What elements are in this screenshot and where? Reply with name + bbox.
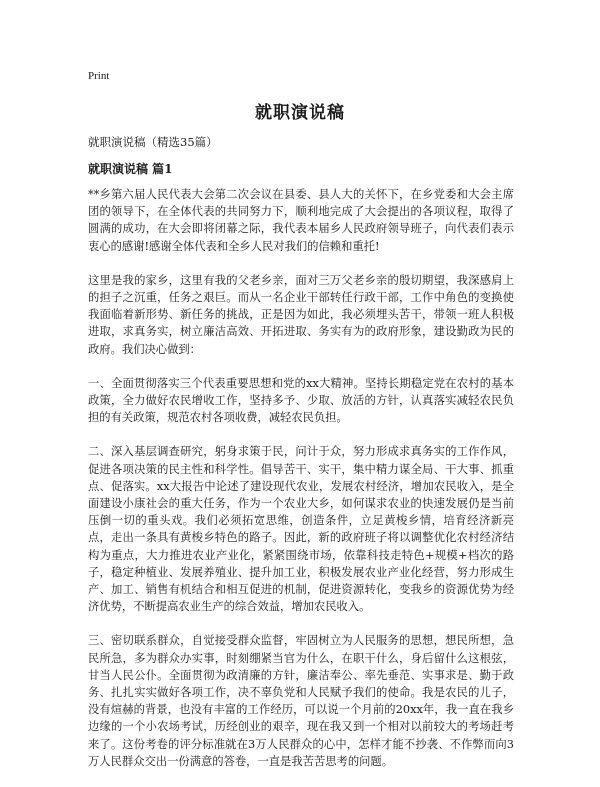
document-body [88,186,514,787]
paragraph-4: 二、深入基层调查研究，躬身求策于民，问计于众，努力形成求真务实的工作作风，促进各项决策的民主性和科学性。倡导苦干、实干，集中精力谋全局、干大事、抓重点、促落实。xx大报告中论述了建设现代农业，发展农村经济，增加农民收入，是全面建设小康社会的重大任务，作为一个农业大乡，如何谋求农业的快速发展仍是当前压倒一切的重头戏。我们必须拓宽思维，创造条件，立足黄梭乡情，培育经济新亮点，走出一条具有黄梭乡特色的路子。因此，新的政府班子将以调整优化农村经济结构为重点，大力推进农业产业化，紧紧围绕市场，依靠科技走特色+规模+档次的路子，稳定种植业、发展养殖业、提升加工业，积极发展农业产业化经营，努力形成生产、加工、销售有机结合和相互促进的机制，促进资源转化，变我乡的资源优势为经济优势，不断提高农业生产的综合效益，增加农民收入。 [88,445,514,614]
print-label[interactable]: Print [88,70,110,82]
document-subtitle: 就职演说稿（精选35篇） [88,135,218,149]
document-title: 就职演说稿 [255,103,345,123]
paragraph-1: **乡第六届人民代表大会第二次会议在县委、县人大的关怀下，在乡党委和大会主席团的领导下，在全体代表的共同努力下，顺利地完成了大会提出的各项议程，取得了圆满的成功，在大会即将闭幕之际，我代表本届乡人民政府领导班子，向代表们表示衷心的感谢!感谢全体代表和全乡人民对我们的信赖和重托! [88,188,514,253]
paragraph-2: 这里是我的家乡，这里有我的父老乡亲，面对三万父老乡亲的殷切期望，我深感肩上的担子之沉重，任务之艰巨。而从一名企业干部转任行政干部，工作中角色的变换使我面临着新形势、新任务的挑战，正是因为如此，我必须埋头苦干，带领一班人积极进取，求真务实，树立廉洁高效、开拓进取、务实有为的政府形象，建设勤政为民的政府。我们决心做到： [88,273,514,356]
paragraph-5: 三、密切联系群众，自觉接受群众监督，牢固树立为人民服务的思想，想民所想，急民所急，多为群众办实事，时刻绷紧当官为什么，在职干什么，身后留什么这根弦，甘当人民公仆。全面贯彻为政清廉的方针，廉洁奉公、率先垂范、实事求是、勤于政务、扎扎实实做好各项工作，决不辜负党和人民赋予我们的使命。我是农民的儿子，没有煊赫的背景，也没有丰富的工作经历，可以说一个月前的20xx年，我一直在我乡边缘的一个小农场考试，历经创业的艰辛，现在我又到一个相对以前较大的考场赶考来了。这份考卷的评分标准就在3万人民群众的心中，怎样才能不抄袭、不作弊而向3万人民群众交出一份满意的答卷，一直是我苦苦思考的问题。 [88,634,514,768]
section-heading: 就职演说稿 篇1 [88,162,173,176]
paragraph-3: 一、全面贯彻落实三个代表重要思想和党的xx大精神。坚持长期稳定党在农村的基本政策，全力做好农民增收工作，坚持多予、少取、放活的方针，认真落实减轻农民负担的有关政策，规范农村各项收费，减轻农民负担。 [88,376,514,425]
